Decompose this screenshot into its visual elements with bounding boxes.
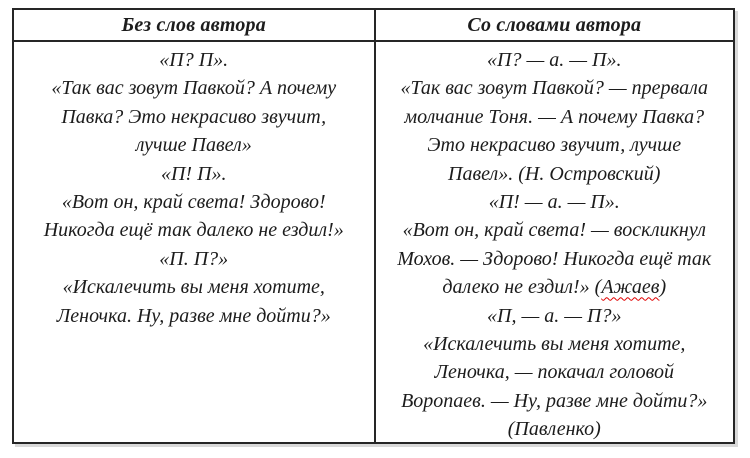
quote-line: (Павленко) [507,418,601,441]
quote-line: Воропаев. — Ну, разве мне дойти?» [401,389,708,412]
quote-line: Это некрасиво звучит, лучше [427,134,682,157]
quote-line: «Искалечить вы меня хотите, [423,333,686,356]
quote-line: «П! — а. — П». [488,191,620,214]
table-body-row [14,42,733,442]
quote-line: лучше Павел» [135,134,252,157]
quote-line: «П, — а. — П?» [487,304,622,327]
direct-speech-scheme-table [12,8,735,444]
quote-line: «П? — а. — П». [487,49,622,71]
quote-line: молчание Тоня. — А почему Павка? [404,105,705,128]
quote-line: далеко не ездил!» (Ажаев) [442,276,667,299]
column-header-with-author-words: Со словами автора [374,10,734,40]
misspelled-word: Ажаев [601,276,660,299]
quote-line: «Так вас зовут Павкой? — прервала [400,77,709,100]
quote-line: Павка? Это некрасиво звучит, [61,105,327,128]
cell-with-author-words [374,42,734,442]
quote-line: Мохов. — Здорово! Никогда ещё так [397,247,712,270]
quote-line: «Вот он, край света! — воскликнул [402,219,706,242]
quote-line: Леночка, — покачал головой [434,361,675,384]
quote-line: «Искалечить вы меня хотите, [62,276,325,299]
quote-line: Павел». (Н. Островский) [448,162,661,185]
table-header-row [14,10,733,42]
quote-line: «Вот он, край света! Здорово! [61,191,326,214]
quote-line: Никогда ещё так далеко не ездил!» [43,219,344,242]
quote-line: «П! П». [160,162,227,185]
quote-line: «П? П». [159,49,229,71]
quote-line: «П. П?» [159,247,229,270]
quote-line: «Так вас зовут Павкой? А почему [51,77,337,100]
quote-line: Леночка. Ну, разве мне дойти?» [56,304,331,327]
cell-without-author-words [14,42,374,442]
column-header-without-author-words: Без слов автора [121,13,266,36]
